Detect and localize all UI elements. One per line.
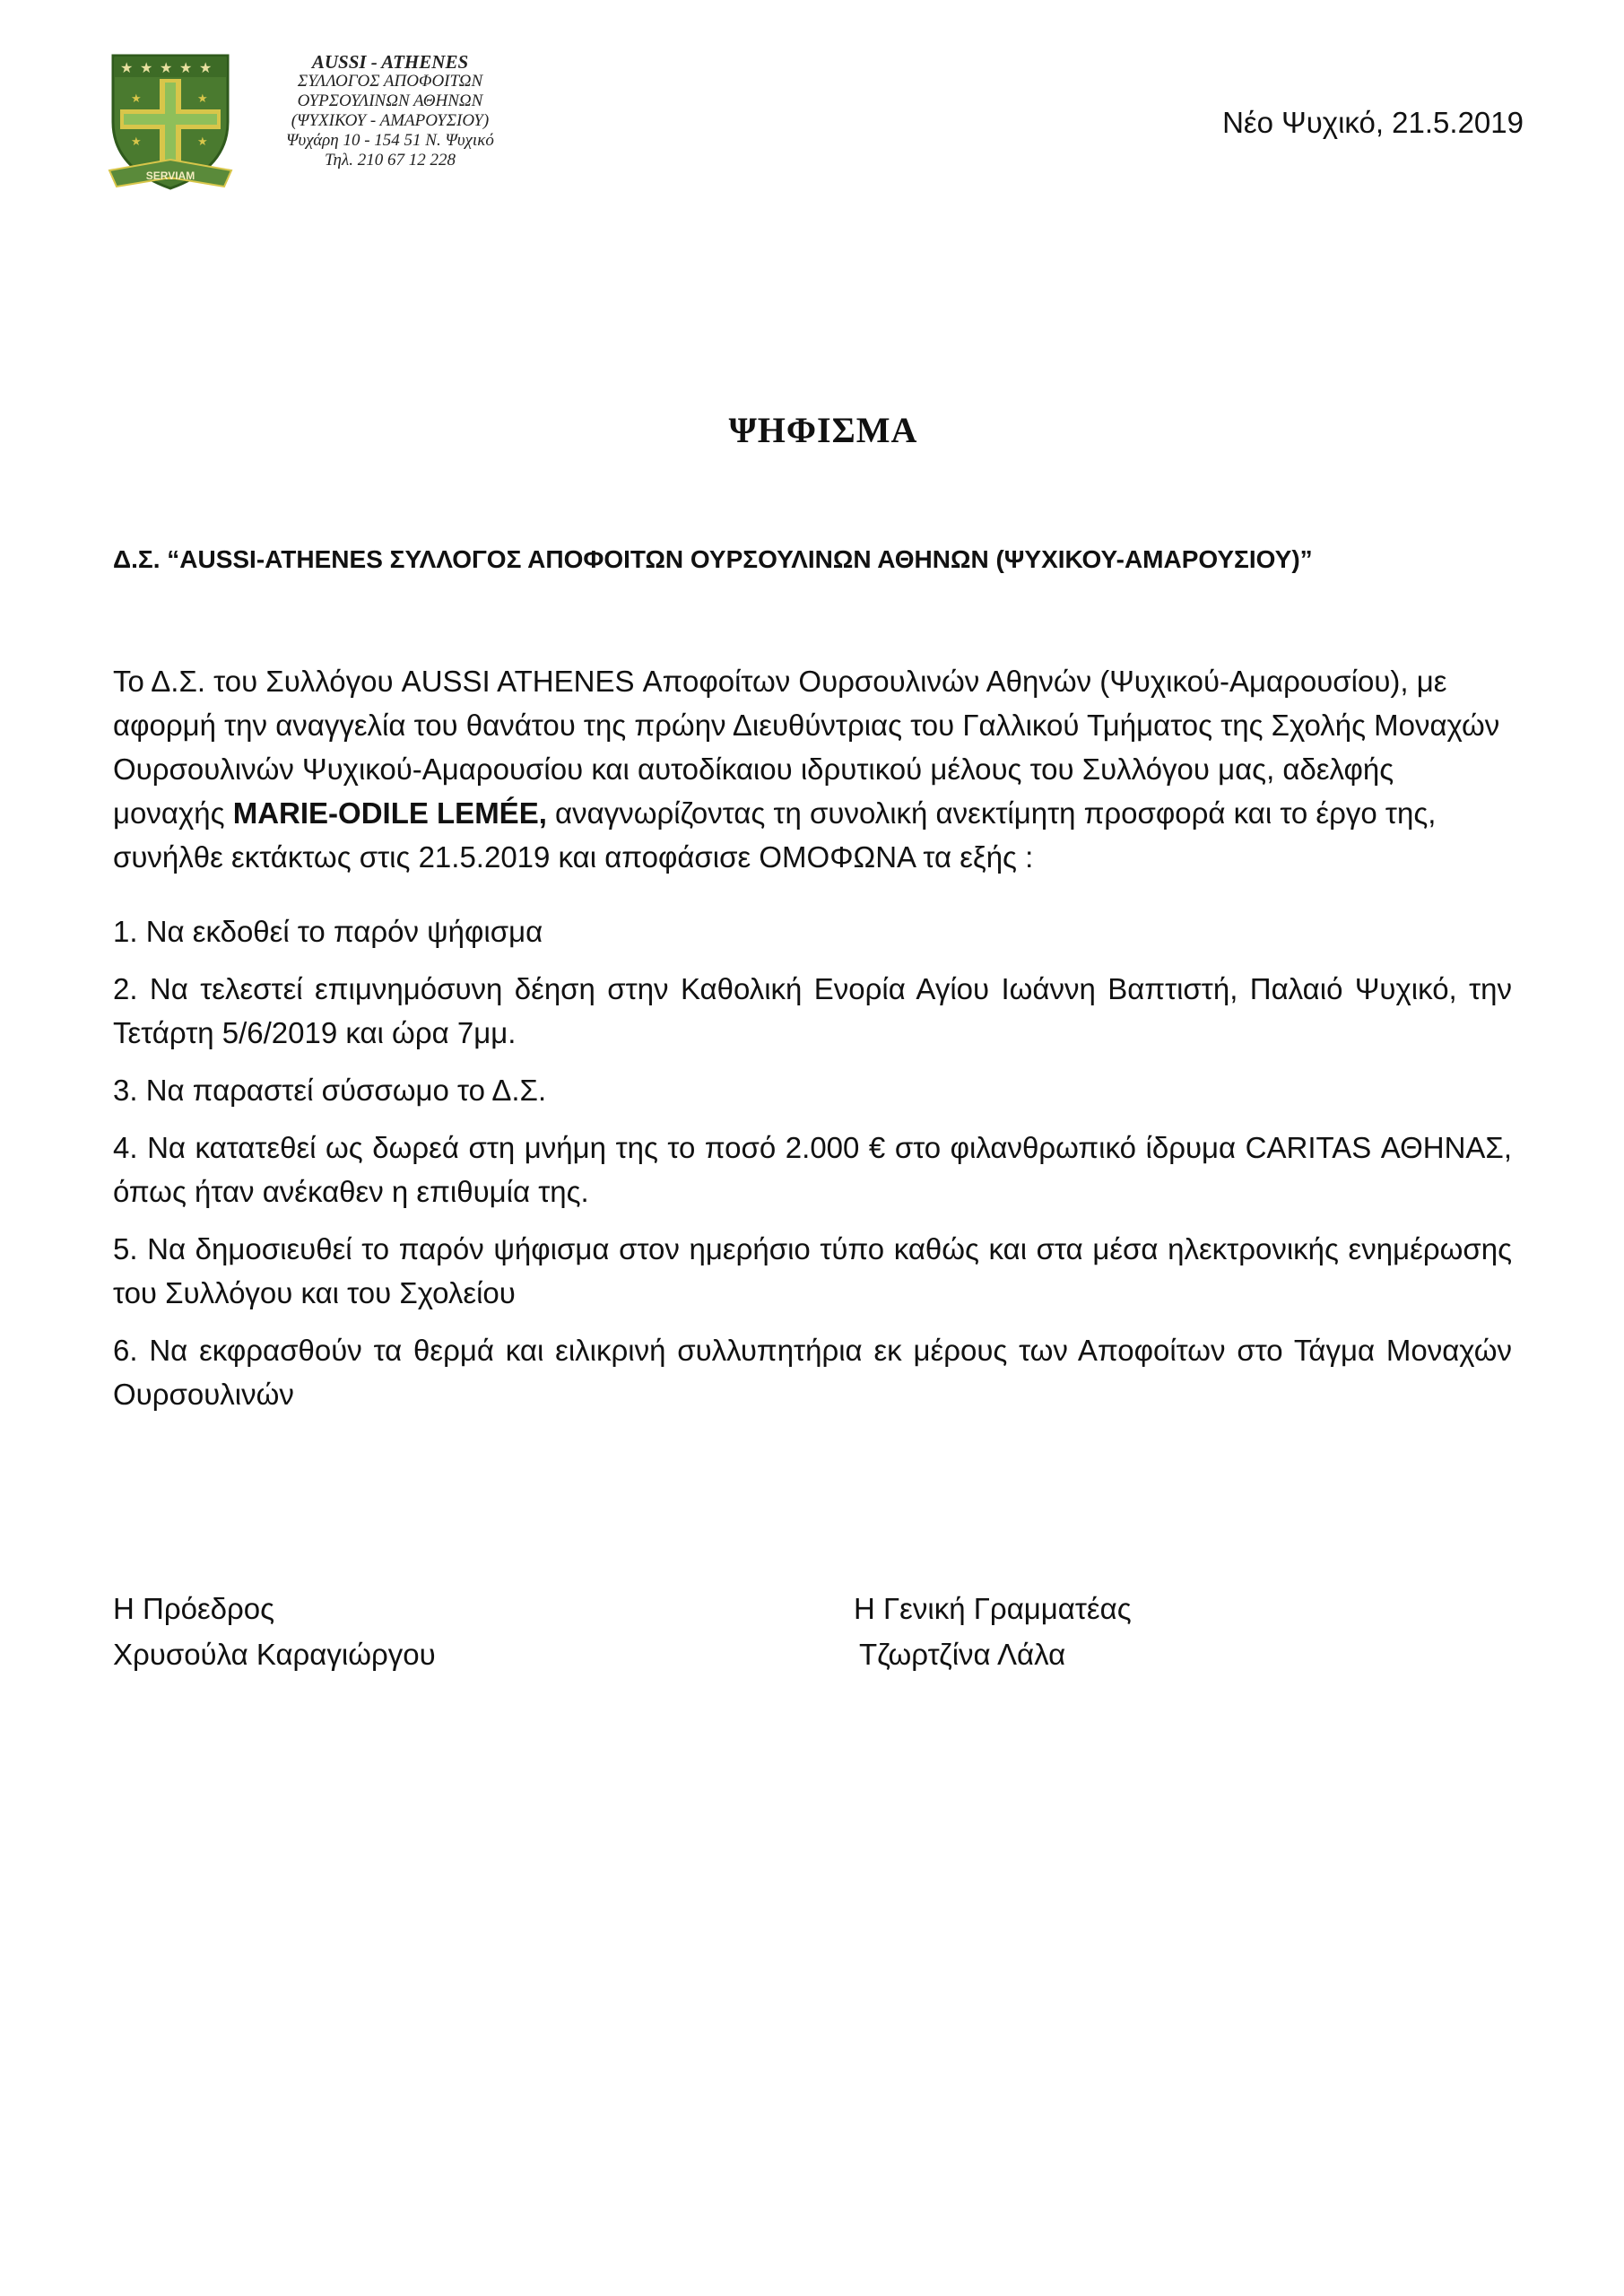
organization-letterhead <box>247 52 534 170</box>
svg-text:★: ★ <box>131 92 142 106</box>
secretary-signature <box>854 1586 1481 1677</box>
secretary-title: Η Γενική Γραμματέας <box>854 1592 1132 1625</box>
document-date: Νέο Ψυχικό, 21.5.2019 <box>1222 106 1524 139</box>
school-crest-logo <box>108 52 233 196</box>
svg-text:★: ★ <box>160 59 173 76</box>
svg-text:★: ★ <box>120 59 134 76</box>
president-signature <box>113 1586 741 1677</box>
svg-text:★: ★ <box>197 92 208 106</box>
resolution-item: 6. Να εκφρασθούν τα θερμά και ειλικρινή συλλυπητήρια εκ μέρους των Αποφοίτων στο Τάγμα Μοναχών Ουρσουλινών <box>113 1334 1512 1411</box>
board-line: Δ.Σ. “AUSSI-ATHENES ΣΥΛΛΟΓΟΣ ΑΠΟΦΟΙΤΩΝ ΟΥΡΣΟΥΛΙΝΩΝ ΑΘΗΝΩΝ (ΨΥΧΙΚΟΥ-ΑΜΑΡΟΥΣΙΟΥ)” <box>113 545 1313 573</box>
intro-text-before: Το Δ.Σ. του Συλλόγου AUSSI ATHENES Αποφοίτων Ουρσουλινών Αθηνών (Ψυχικού-Αμαρουσίου), με αφορμή την αναγγελία του θανάτου της πρώην Διευθύντριας του Γαλλικού Τμήματος της Σχολής Μοναχών Ουρσουλινών Ψυχικού-Αμαρουσίου και αυτοδίκαιου ιδρυτικού μέλους του Συλλόγου μας, αδελφής μοναχής <box>113 665 1500 830</box>
org-line-3: (ΨΥΧΙΚΟΥ - ΑΜΑΡΟΥΣΙΟΥ) <box>291 111 490 130</box>
svg-text:★: ★ <box>179 59 193 76</box>
resolution-item: 2. Να τελεστεί επιμνημόσυνη δέηση στην Καθολική Ενορία Αγίου Ιωάννη Βαπτιστή, Παλαιό Ψυχικό, την Τετάρτη 5/6/2019 και ώρα 7μμ. <box>113 972 1512 1049</box>
svg-text:★: ★ <box>131 135 142 149</box>
resolutions-list <box>113 909 1512 1416</box>
intro-text-after: αναγνωρίζοντας τη συνολική ανεκτίμητη προσφορά και το έργο της, συνήλθε εκτάκτως στις 21.5.2019 και αποφάσισε ΟΜΟΦΩΝΑ τα εξής : <box>113 796 1437 874</box>
president-name: Χρυσούλα Καραγιώργου <box>113 1638 436 1671</box>
crest-motto: SERVIAM <box>145 170 195 182</box>
svg-text:★: ★ <box>140 59 153 76</box>
document-body <box>113 659 1512 1430</box>
svg-text:★: ★ <box>197 135 208 149</box>
resolution-item: 1. Να εκδοθεί το παρόν ψήφισμα <box>113 915 543 948</box>
org-phone: Τηλ. 210 67 12 228 <box>325 151 456 170</box>
svg-text:★: ★ <box>199 59 213 76</box>
resolution-item: 5. Να δημοσιευθεί το παρόν ψήφισμα στον ημερήσιο τύπο καθώς και στα μέσα ηλεκτρονικής ενημέρωσης του Συλλόγου και του Σχολείου <box>113 1232 1512 1309</box>
resolution-item: 4. Να κατατεθεί ως δωρεά στη μνήμη της το ποσό 2.000 € στο φιλανθρωπικό ίδρυμα CARITAS ΑΘΗΝΑΣ, όπως ήταν ανέκαθεν η επιθυμία της. <box>113 1131 1512 1208</box>
document-title: ΨΗΦΙΣΜΑ <box>728 410 918 450</box>
president-title: Η Πρόεδρος <box>113 1592 275 1625</box>
org-address: Ψυχάρη 10 - 154 51 Ν. Ψυχικό <box>286 131 494 150</box>
org-line-1: ΣΥΛΛΟΓΟΣ ΑΠΟΦΟΙΤΩΝ <box>297 72 483 91</box>
org-name: AUSSI - ATHENES <box>311 51 469 73</box>
org-line-2: ΟΥΡΣΟΥΛΙΝΩΝ ΑΘΗΝΩΝ <box>297 91 483 110</box>
secretary-name: Τζωρτζίνα Λάλα <box>859 1638 1066 1671</box>
resolution-item: 3. Να παραστεί σύσσωμο το Δ.Σ. <box>113 1074 547 1107</box>
intro-paragraph <box>113 659 1512 879</box>
honoree-name: MARIE-ODILE LEMÉE, <box>232 796 547 830</box>
